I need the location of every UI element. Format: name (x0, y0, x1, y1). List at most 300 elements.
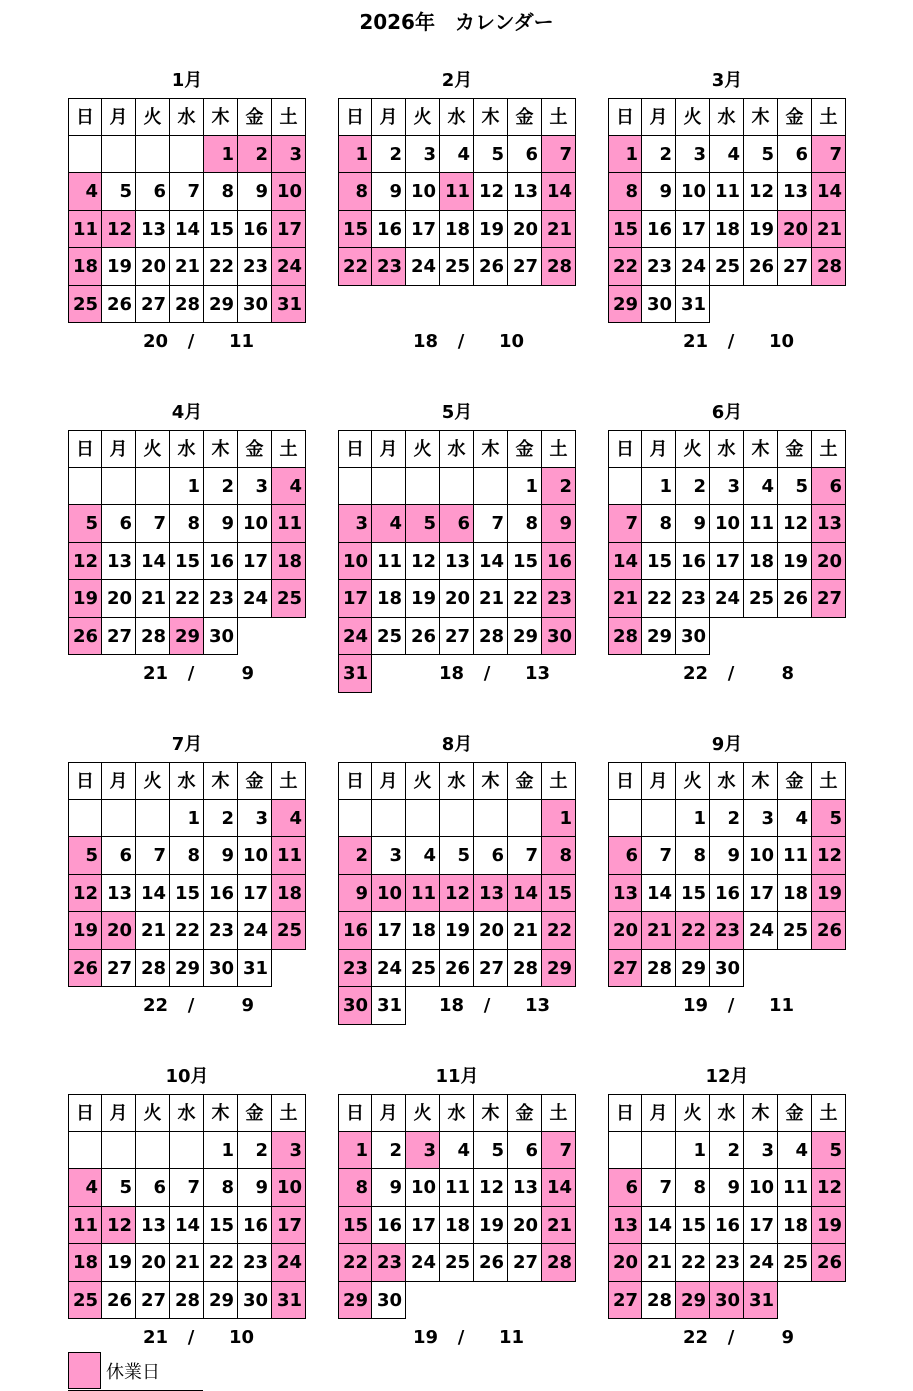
holiday-day-cell: 6 (440, 505, 474, 543)
day-cell: 4 (440, 136, 474, 174)
holiday-day-cell: 22 (608, 248, 642, 286)
day-cell: 2 (204, 800, 238, 838)
day-cell: 3 (238, 468, 272, 506)
holiday-day-cell: 16 (542, 543, 576, 581)
day-cell: 8 (642, 505, 676, 543)
day-cell: 24 (238, 580, 272, 618)
day-cell: 18 (778, 875, 812, 913)
workday-count: 21 (142, 663, 168, 684)
day-cell: 16 (372, 211, 406, 249)
holiday-day-cell: 23 (372, 248, 406, 286)
day-cell: 17 (744, 875, 778, 913)
day-cell: 12 (778, 505, 812, 543)
month-label: 7月 (171, 734, 203, 755)
month-day-counts (668, 1327, 868, 1348)
weekday-header: 金 (508, 762, 542, 800)
day-cell: 24 (238, 912, 272, 950)
month-day-counts (398, 331, 598, 352)
day-cell: 9 (642, 173, 676, 211)
day-cell: 4 (440, 1132, 474, 1170)
day-cell: 12 (474, 1169, 508, 1207)
page-title: 2026年 カレンダー (359, 10, 554, 34)
day-cell: 29 (204, 1282, 238, 1320)
weekday-header: 火 (136, 430, 170, 468)
holiday-count: 9 (781, 1327, 794, 1348)
month-label: 12月 (705, 1066, 749, 1087)
day-cell: 4 (406, 837, 440, 875)
day-cell: 29 (170, 950, 204, 988)
day-cell: 8 (204, 1169, 238, 1207)
month-day-counts (398, 1327, 598, 1348)
holiday-day-cell: 28 (542, 1244, 576, 1282)
day-cell: 18 (744, 543, 778, 581)
empty-day-cell (642, 1132, 676, 1170)
day-cell: 15 (508, 543, 542, 581)
holiday-day-cell: 31 (338, 655, 372, 693)
day-cell: 28 (508, 950, 542, 988)
holiday-day-cell: 13 (608, 1207, 642, 1245)
day-cell: 13 (508, 1169, 542, 1207)
day-cell: 20 (136, 1244, 170, 1282)
empty-day-cell (474, 800, 508, 838)
day-cell: 14 (136, 543, 170, 581)
count-separator: / (727, 1327, 735, 1348)
day-cell: 21 (642, 1244, 676, 1282)
weekday-header: 日 (338, 98, 372, 136)
day-cell: 10 (710, 505, 744, 543)
holiday-day-cell: 10 (372, 875, 406, 913)
day-cell: 26 (102, 286, 136, 324)
weekday-header: 水 (170, 98, 204, 136)
day-cell: 10 (744, 837, 778, 875)
day-cell: 5 (102, 173, 136, 211)
day-cell: 10 (676, 173, 710, 211)
day-cell: 7 (642, 1169, 676, 1207)
day-cell: 10 (238, 505, 272, 543)
weekday-header: 金 (778, 1094, 812, 1132)
holiday-day-cell: 25 (68, 286, 102, 324)
holiday-day-cell: 25 (272, 580, 306, 618)
weekday-header: 木 (474, 430, 508, 468)
empty-day-cell (608, 800, 642, 838)
holiday-day-cell: 13 (608, 875, 642, 913)
day-cell: 26 (778, 580, 812, 618)
day-cell: 2 (204, 468, 238, 506)
holiday-day-cell: 14 (812, 173, 846, 211)
day-cell: 16 (204, 543, 238, 581)
legend-label: 休業日 (106, 1362, 160, 1383)
month-7 (68, 728, 306, 1016)
day-cell: 21 (474, 580, 508, 618)
holiday-day-cell: 23 (338, 950, 372, 988)
weekday-header: 木 (474, 762, 508, 800)
empty-day-cell (102, 800, 136, 838)
day-cell: 8 (170, 505, 204, 543)
month-6 (608, 396, 846, 684)
weekday-header: 土 (272, 1094, 306, 1132)
holiday-day-cell: 29 (338, 1282, 372, 1320)
day-cell: 9 (238, 1169, 272, 1207)
weekday-header: 土 (272, 762, 306, 800)
month-day-counts (128, 663, 328, 684)
day-cell: 25 (372, 618, 406, 656)
legend (68, 1352, 203, 1391)
day-cell: 4 (778, 800, 812, 838)
day-cell: 30 (204, 950, 238, 988)
holiday-day-cell: 11 (68, 211, 102, 249)
day-cell: 19 (778, 543, 812, 581)
day-cell: 6 (102, 505, 136, 543)
holiday-day-cell: 7 (542, 1132, 576, 1170)
weekday-header: 水 (440, 98, 474, 136)
holiday-day-cell: 21 (542, 211, 576, 249)
day-cell: 30 (676, 618, 710, 656)
day-cell: 13 (102, 875, 136, 913)
month-12 (608, 1060, 846, 1348)
day-cell: 24 (676, 248, 710, 286)
holiday-day-cell: 6 (812, 468, 846, 506)
day-cell: 20 (474, 912, 508, 950)
holiday-day-cell: 26 (812, 1244, 846, 1282)
holiday-day-cell: 27 (812, 580, 846, 618)
day-cell: 24 (744, 912, 778, 950)
day-cell: 6 (474, 837, 508, 875)
day-cell: 23 (204, 580, 238, 618)
day-cell: 11 (744, 505, 778, 543)
holiday-day-cell: 29 (170, 618, 204, 656)
holiday-day-cell: 6 (608, 1169, 642, 1207)
holiday-day-cell: 1 (338, 1132, 372, 1170)
holiday-day-cell: 15 (338, 1207, 372, 1245)
day-cell: 25 (440, 1244, 474, 1282)
month-10 (68, 1060, 306, 1348)
day-cell: 6 (102, 837, 136, 875)
day-cell: 22 (676, 1244, 710, 1282)
holiday-day-cell: 29 (608, 286, 642, 324)
day-cell: 16 (710, 875, 744, 913)
holiday-day-cell: 23 (710, 912, 744, 950)
legend-swatch-holiday (68, 1352, 101, 1389)
day-cell: 27 (778, 248, 812, 286)
day-cell: 3 (744, 800, 778, 838)
weekday-header: 月 (102, 1094, 136, 1132)
day-cell: 6 (508, 136, 542, 174)
weekday-header: 金 (778, 430, 812, 468)
month-label: 11月 (435, 1066, 479, 1087)
day-cell: 6 (136, 173, 170, 211)
holiday-day-cell: 23 (542, 580, 576, 618)
day-cell: 19 (474, 211, 508, 249)
day-cell: 18 (406, 912, 440, 950)
holiday-count: 11 (768, 995, 794, 1016)
day-cell: 21 (170, 1244, 204, 1282)
holiday-day-cell: 17 (272, 211, 306, 249)
month-label: 6月 (711, 402, 743, 423)
empty-day-cell (372, 468, 406, 506)
weekday-header: 木 (744, 98, 778, 136)
day-cell: 12 (744, 173, 778, 211)
day-cell: 2 (642, 136, 676, 174)
month-label: 1月 (171, 70, 203, 91)
holiday-day-cell: 28 (812, 248, 846, 286)
holiday-day-cell: 4 (272, 800, 306, 838)
holiday-day-cell: 26 (68, 618, 102, 656)
day-cell: 29 (508, 618, 542, 656)
month-label: 5月 (441, 402, 473, 423)
holiday-day-cell: 8 (608, 173, 642, 211)
day-cell: 17 (372, 912, 406, 950)
day-cell: 31 (372, 987, 406, 1025)
day-cell: 15 (170, 543, 204, 581)
weekday-header: 火 (406, 1094, 440, 1132)
weekday-header: 月 (102, 98, 136, 136)
weekday-header: 金 (778, 762, 812, 800)
empty-day-cell (338, 800, 372, 838)
holiday-day-cell: 22 (338, 1244, 372, 1282)
workday-count: 22 (682, 1327, 708, 1348)
count-separator: / (727, 663, 735, 684)
holiday-day-cell: 12 (102, 1207, 136, 1245)
weekday-header: 水 (710, 762, 744, 800)
empty-day-cell (406, 468, 440, 506)
day-cell: 5 (102, 1169, 136, 1207)
day-cell: 10 (406, 1169, 440, 1207)
day-cell: 23 (238, 1244, 272, 1282)
weekday-header: 月 (102, 430, 136, 468)
holiday-day-cell: 31 (744, 1282, 778, 1320)
holiday-day-cell: 1 (542, 800, 576, 838)
weekday-header: 木 (744, 430, 778, 468)
day-cell: 17 (406, 211, 440, 249)
day-cell: 25 (744, 580, 778, 618)
weekday-header: 月 (372, 762, 406, 800)
holiday-day-cell: 30 (542, 618, 576, 656)
day-cell: 19 (102, 248, 136, 286)
holiday-day-cell: 25 (272, 912, 306, 950)
day-cell: 6 (778, 136, 812, 174)
day-cell: 29 (204, 286, 238, 324)
holiday-day-cell: 2 (238, 136, 272, 174)
weekday-header: 土 (542, 1094, 576, 1132)
day-cell: 14 (642, 1207, 676, 1245)
weekday-header: 水 (170, 762, 204, 800)
day-cell: 7 (136, 837, 170, 875)
day-cell: 8 (170, 837, 204, 875)
day-cell: 2 (710, 1132, 744, 1170)
month-day-counts (424, 995, 624, 1016)
day-cell: 31 (676, 286, 710, 324)
holiday-day-cell: 1 (338, 136, 372, 174)
day-cell: 3 (406, 136, 440, 174)
day-cell: 18 (440, 1207, 474, 1245)
holiday-count: 10 (768, 331, 794, 352)
holiday-day-cell: 12 (68, 875, 102, 913)
day-cell: 25 (778, 912, 812, 950)
day-cell: 14 (474, 543, 508, 581)
day-cell: 1 (676, 800, 710, 838)
day-cell: 20 (136, 248, 170, 286)
weekday-header: 金 (238, 1094, 272, 1132)
holiday-day-cell: 5 (68, 837, 102, 875)
day-cell: 2 (372, 136, 406, 174)
count-separator: / (187, 995, 195, 1016)
weekday-header: 土 (542, 98, 576, 136)
count-separator: / (187, 663, 195, 684)
holiday-day-cell: 8 (338, 1169, 372, 1207)
month-day-counts (128, 1327, 328, 1348)
workday-count: 19 (682, 995, 708, 1016)
empty-day-cell (170, 136, 204, 174)
holiday-day-cell: 28 (542, 248, 576, 286)
day-cell: 7 (170, 1169, 204, 1207)
weekday-header: 月 (642, 98, 676, 136)
weekday-header: 土 (272, 98, 306, 136)
month-2 (338, 64, 576, 352)
month-label: 4月 (171, 402, 203, 423)
weekday-header: 木 (744, 762, 778, 800)
weekday-header: 火 (676, 762, 710, 800)
day-cell: 20 (440, 580, 474, 618)
weekday-header: 月 (102, 762, 136, 800)
day-cell: 18 (372, 580, 406, 618)
day-cell: 16 (676, 543, 710, 581)
holiday-day-cell: 29 (542, 950, 576, 988)
holiday-day-cell: 15 (608, 211, 642, 249)
day-cell: 7 (642, 837, 676, 875)
day-cell: 11 (440, 1169, 474, 1207)
holiday-day-cell: 18 (68, 248, 102, 286)
empty-day-cell (508, 800, 542, 838)
month-8 (338, 728, 576, 1016)
holiday-day-cell: 18 (272, 875, 306, 913)
month-day-counts (128, 995, 328, 1016)
day-cell: 9 (710, 1169, 744, 1207)
day-cell: 23 (642, 248, 676, 286)
holiday-day-cell: 10 (272, 173, 306, 211)
day-cell: 26 (102, 1282, 136, 1320)
holiday-day-cell: 5 (406, 505, 440, 543)
day-cell: 23 (676, 580, 710, 618)
holiday-count: 9 (241, 995, 254, 1016)
count-separator: / (727, 331, 735, 352)
day-cell: 15 (676, 875, 710, 913)
empty-day-cell (170, 1132, 204, 1170)
day-cell: 30 (710, 950, 744, 988)
holiday-day-cell: 19 (812, 875, 846, 913)
weekday-header: 火 (136, 762, 170, 800)
day-cell: 13 (440, 543, 474, 581)
day-cell: 5 (474, 1132, 508, 1170)
weekday-header: 木 (204, 98, 238, 136)
weekday-header: 日 (338, 762, 372, 800)
day-cell: 2 (238, 1132, 272, 1170)
weekday-header: 日 (68, 762, 102, 800)
day-cell: 25 (710, 248, 744, 286)
day-cell: 1 (170, 468, 204, 506)
day-cell: 14 (642, 875, 676, 913)
day-cell: 22 (170, 580, 204, 618)
holiday-day-cell: 22 (542, 912, 576, 950)
day-cell: 31 (238, 950, 272, 988)
holiday-day-cell: 14 (608, 543, 642, 581)
day-cell: 17 (406, 1207, 440, 1245)
holiday-day-cell: 2 (542, 468, 576, 506)
day-cell: 9 (372, 173, 406, 211)
holiday-day-cell: 4 (372, 505, 406, 543)
holiday-day-cell: 7 (812, 136, 846, 174)
day-cell: 26 (440, 950, 474, 988)
weekday-header: 日 (608, 430, 642, 468)
day-cell: 14 (170, 1207, 204, 1245)
holiday-day-cell: 12 (440, 875, 474, 913)
holiday-day-cell: 14 (542, 173, 576, 211)
day-cell: 1 (508, 468, 542, 506)
month-4 (68, 396, 306, 684)
weekday-header: 月 (642, 762, 676, 800)
day-cell: 14 (136, 875, 170, 913)
day-cell: 30 (238, 1282, 272, 1320)
holiday-day-cell: 18 (272, 543, 306, 581)
empty-day-cell (372, 800, 406, 838)
weekday-header: 木 (474, 98, 508, 136)
workday-count: 21 (142, 1327, 168, 1348)
day-cell: 19 (102, 1244, 136, 1282)
workday-count: 18 (438, 663, 464, 684)
day-cell: 3 (710, 468, 744, 506)
day-cell: 14 (170, 211, 204, 249)
day-cell: 28 (170, 286, 204, 324)
empty-day-cell (440, 800, 474, 838)
holiday-day-cell: 15 (338, 211, 372, 249)
day-cell: 5 (778, 468, 812, 506)
weekday-header: 木 (204, 762, 238, 800)
weekday-header: 火 (406, 430, 440, 468)
weekday-header: 金 (778, 98, 812, 136)
day-cell: 12 (406, 543, 440, 581)
holiday-day-cell: 31 (272, 1282, 306, 1320)
day-cell: 10 (238, 837, 272, 875)
day-cell: 25 (406, 950, 440, 988)
month-day-counts (668, 663, 868, 684)
day-cell: 16 (710, 1207, 744, 1245)
holiday-day-cell: 25 (68, 1282, 102, 1320)
day-cell: 5 (744, 136, 778, 174)
day-cell: 28 (642, 1282, 676, 1320)
day-cell: 11 (710, 173, 744, 211)
workday-count: 20 (142, 331, 168, 352)
empty-day-cell (102, 1132, 136, 1170)
holiday-day-cell: 4 (272, 468, 306, 506)
holiday-day-cell: 14 (508, 875, 542, 913)
weekday-header: 月 (642, 430, 676, 468)
weekday-header: 日 (608, 98, 642, 136)
empty-day-cell (68, 468, 102, 506)
holiday-count: 11 (228, 331, 254, 352)
day-cell: 2 (676, 468, 710, 506)
holiday-day-cell: 12 (68, 543, 102, 581)
workday-count: 18 (438, 995, 464, 1016)
weekday-header: 火 (136, 1094, 170, 1132)
holiday-day-cell: 11 (272, 505, 306, 543)
holiday-day-cell: 11 (272, 837, 306, 875)
day-cell: 22 (170, 912, 204, 950)
weekday-header: 日 (608, 762, 642, 800)
day-cell: 2 (710, 800, 744, 838)
holiday-day-cell: 9 (542, 505, 576, 543)
holiday-day-cell: 1 (204, 136, 238, 174)
month-label: 10月 (165, 1066, 209, 1087)
month-3 (608, 64, 846, 352)
